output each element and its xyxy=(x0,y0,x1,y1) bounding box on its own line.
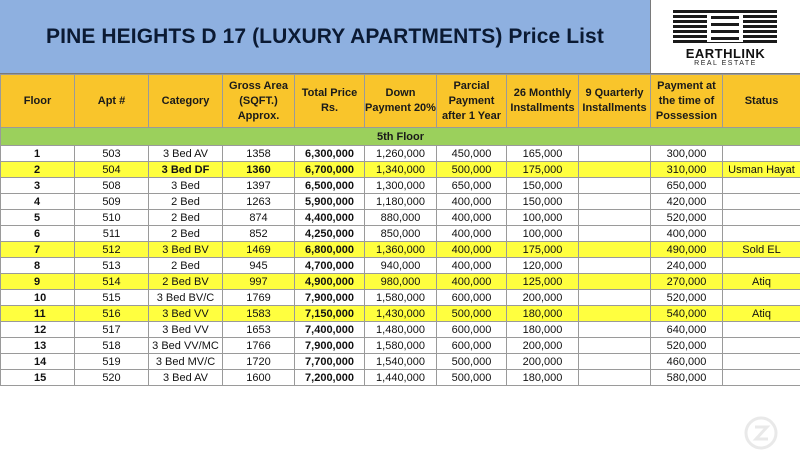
cell-total-price: 7,150,000 xyxy=(295,306,365,322)
cell-partial-payment: 400,000 xyxy=(437,226,507,242)
cell-monthly: 150,000 xyxy=(507,178,579,194)
col-header-monthly: 26 Monthly Installments xyxy=(507,75,579,128)
table-row xyxy=(1,338,800,354)
cell-area: 945 xyxy=(223,258,295,274)
section-label: 5th Floor xyxy=(1,128,800,146)
cell-possession: 420,000 xyxy=(651,194,723,210)
col-header-quarterly: 9 Quarterly Installments xyxy=(579,75,651,128)
cell-category: 3 Bed BV/C xyxy=(149,290,223,306)
cell-possession: 520,000 xyxy=(651,290,723,306)
cell-down-payment: 1,580,000 xyxy=(365,290,437,306)
cell-total-price: 6,800,000 xyxy=(295,242,365,258)
cell-total-price: 5,900,000 xyxy=(295,194,365,210)
table-row xyxy=(1,274,800,290)
cell-total-price: 7,400,000 xyxy=(295,322,365,338)
cell-category: 3 Bed MV/C xyxy=(149,354,223,370)
cell-down-payment: 1,430,000 xyxy=(365,306,437,322)
cell-area: 1600 xyxy=(223,370,295,386)
cell-monthly: 100,000 xyxy=(507,210,579,226)
cell-possession: 300,000 xyxy=(651,146,723,162)
stripes-logo-icon xyxy=(673,10,777,46)
cell-apt: 518 xyxy=(75,338,149,354)
cell-floor: 13 xyxy=(1,338,75,354)
cell-monthly: 100,000 xyxy=(507,226,579,242)
cell-total-price: 7,900,000 xyxy=(295,338,365,354)
cell-status: Atiq xyxy=(723,306,800,322)
cell-partial-payment: 500,000 xyxy=(437,306,507,322)
cell-floor: 12 xyxy=(1,322,75,338)
col-header-floor: Floor xyxy=(1,75,75,128)
cell-category: 3 Bed AV xyxy=(149,370,223,386)
cell-monthly: 180,000 xyxy=(507,306,579,322)
cell-partial-payment: 600,000 xyxy=(437,290,507,306)
cell-down-payment: 940,000 xyxy=(365,258,437,274)
cell-status xyxy=(723,194,800,210)
cell-monthly: 200,000 xyxy=(507,354,579,370)
cell-total-price: 4,900,000 xyxy=(295,274,365,290)
cell-partial-payment: 400,000 xyxy=(437,194,507,210)
cell-apt: 508 xyxy=(75,178,149,194)
cell-partial-payment: 400,000 xyxy=(437,242,507,258)
cell-floor: 9 xyxy=(1,274,75,290)
cell-total-price: 7,900,000 xyxy=(295,290,365,306)
cell-status xyxy=(723,146,800,162)
cell-quarterly xyxy=(579,258,651,274)
cell-floor: 3 xyxy=(1,178,75,194)
cell-total-price: 7,200,000 xyxy=(295,370,365,386)
cell-status: Sold EL xyxy=(723,242,800,258)
cell-category: 3 Bed VV xyxy=(149,306,223,322)
cell-possession: 240,000 xyxy=(651,258,723,274)
cell-monthly: 165,000 xyxy=(507,146,579,162)
col-header-down-payment: Down Payment 20% xyxy=(365,75,437,128)
cell-total-price: 4,400,000 xyxy=(295,210,365,226)
price-table xyxy=(0,74,800,386)
cell-quarterly xyxy=(579,354,651,370)
cell-possession: 490,000 xyxy=(651,242,723,258)
cell-floor: 6 xyxy=(1,226,75,242)
cell-category: 3 Bed BV xyxy=(149,242,223,258)
cell-area: 1766 xyxy=(223,338,295,354)
cell-category: 2 Bed xyxy=(149,258,223,274)
cell-total-price: 6,300,000 xyxy=(295,146,365,162)
watermark-icon xyxy=(744,416,778,450)
cell-quarterly xyxy=(579,226,651,242)
cell-apt: 509 xyxy=(75,194,149,210)
cell-area: 1397 xyxy=(223,178,295,194)
cell-monthly: 200,000 xyxy=(507,338,579,354)
cell-category: 2 Bed xyxy=(149,210,223,226)
cell-area: 1653 xyxy=(223,322,295,338)
cell-category: 3 Bed VV/MC xyxy=(149,338,223,354)
cell-quarterly xyxy=(579,178,651,194)
cell-monthly: 150,000 xyxy=(507,194,579,210)
cell-category: 3 Bed AV xyxy=(149,146,223,162)
col-header-partial-payment: Parcial Payment after 1 Year xyxy=(437,75,507,128)
cell-status: Usman Hayat xyxy=(723,162,800,178)
col-header-status: Status xyxy=(723,75,800,128)
cell-area: 1358 xyxy=(223,146,295,162)
cell-quarterly xyxy=(579,194,651,210)
cell-floor: 10 xyxy=(1,290,75,306)
col-header-area: Gross Area (SQFT.) Approx. xyxy=(223,75,295,128)
table-row xyxy=(1,306,800,322)
table-row xyxy=(1,354,800,370)
cell-apt: 519 xyxy=(75,354,149,370)
title-bar xyxy=(0,0,651,74)
cell-quarterly xyxy=(579,306,651,322)
cell-status xyxy=(723,322,800,338)
cell-possession: 520,000 xyxy=(651,338,723,354)
cell-category: 3 Bed VV xyxy=(149,322,223,338)
cell-monthly: 175,000 xyxy=(507,242,579,258)
cell-partial-payment: 500,000 xyxy=(437,370,507,386)
cell-total-price: 6,500,000 xyxy=(295,178,365,194)
cell-partial-payment: 450,000 xyxy=(437,146,507,162)
table-row xyxy=(1,258,800,274)
cell-partial-payment: 500,000 xyxy=(437,354,507,370)
table-row xyxy=(1,210,800,226)
cell-down-payment: 1,360,000 xyxy=(365,242,437,258)
cell-floor: 7 xyxy=(1,242,75,258)
cell-status: Atiq xyxy=(723,274,800,290)
cell-apt: 514 xyxy=(75,274,149,290)
cell-quarterly xyxy=(579,338,651,354)
cell-partial-payment: 600,000 xyxy=(437,322,507,338)
cell-category: 2 Bed xyxy=(149,194,223,210)
cell-possession: 520,000 xyxy=(651,210,723,226)
col-header-apt: Apt # xyxy=(75,75,149,128)
cell-partial-payment: 400,000 xyxy=(437,210,507,226)
cell-down-payment: 1,340,000 xyxy=(365,162,437,178)
cell-floor: 8 xyxy=(1,258,75,274)
table-row xyxy=(1,146,800,162)
table-row xyxy=(1,322,800,338)
cell-area: 1469 xyxy=(223,242,295,258)
cell-down-payment: 1,260,000 xyxy=(365,146,437,162)
cell-possession: 270,000 xyxy=(651,274,723,290)
cell-status xyxy=(723,354,800,370)
cell-partial-payment: 400,000 xyxy=(437,258,507,274)
cell-quarterly xyxy=(579,290,651,306)
header-row xyxy=(1,75,800,128)
cell-partial-payment: 500,000 xyxy=(437,162,507,178)
cell-monthly: 175,000 xyxy=(507,162,579,178)
cell-quarterly xyxy=(579,146,651,162)
cell-floor: 15 xyxy=(1,370,75,386)
cell-quarterly xyxy=(579,370,651,386)
table-row xyxy=(1,226,800,242)
cell-possession: 640,000 xyxy=(651,322,723,338)
cell-category: 3 Bed xyxy=(149,178,223,194)
cell-area: 997 xyxy=(223,274,295,290)
cell-total-price: 4,700,000 xyxy=(295,258,365,274)
cell-apt: 512 xyxy=(75,242,149,258)
cell-floor: 4 xyxy=(1,194,75,210)
cell-status xyxy=(723,226,800,242)
col-header-total-price: Total Price Rs. xyxy=(295,75,365,128)
cell-total-price: 4,250,000 xyxy=(295,226,365,242)
cell-down-payment: 1,300,000 xyxy=(365,178,437,194)
logo-box xyxy=(651,0,800,74)
cell-down-payment: 1,440,000 xyxy=(365,370,437,386)
cell-possession: 540,000 xyxy=(651,306,723,322)
cell-floor: 5 xyxy=(1,210,75,226)
cell-possession: 580,000 xyxy=(651,370,723,386)
logo-subtitle: REAL ESTATE xyxy=(694,60,757,67)
cell-monthly: 180,000 xyxy=(507,370,579,386)
cell-apt: 516 xyxy=(75,306,149,322)
cell-apt: 504 xyxy=(75,162,149,178)
table-row xyxy=(1,194,800,210)
cell-floor: 2 xyxy=(1,162,75,178)
cell-area: 874 xyxy=(223,210,295,226)
cell-category: 2 Bed xyxy=(149,226,223,242)
cell-floor: 11 xyxy=(1,306,75,322)
cell-total-price: 7,700,000 xyxy=(295,354,365,370)
cell-down-payment: 1,540,000 xyxy=(365,354,437,370)
cell-apt: 520 xyxy=(75,370,149,386)
cell-category: 2 Bed BV xyxy=(149,274,223,290)
cell-category: 3 Bed DF xyxy=(149,162,223,178)
cell-apt: 510 xyxy=(75,210,149,226)
cell-apt: 517 xyxy=(75,322,149,338)
cell-area: 1263 xyxy=(223,194,295,210)
cell-quarterly xyxy=(579,322,651,338)
cell-floor: 14 xyxy=(1,354,75,370)
cell-status xyxy=(723,338,800,354)
cell-quarterly xyxy=(579,210,651,226)
table-row xyxy=(1,162,800,178)
cell-apt: 511 xyxy=(75,226,149,242)
table-row xyxy=(1,290,800,306)
cell-possession: 400,000 xyxy=(651,226,723,242)
cell-floor: 1 xyxy=(1,146,75,162)
cell-quarterly xyxy=(579,242,651,258)
col-header-possession: Payment at the time of Possession xyxy=(651,75,723,128)
cell-quarterly xyxy=(579,274,651,290)
col-header-category: Category xyxy=(149,75,223,128)
cell-apt: 515 xyxy=(75,290,149,306)
cell-monthly: 180,000 xyxy=(507,322,579,338)
cell-possession: 650,000 xyxy=(651,178,723,194)
cell-down-payment: 980,000 xyxy=(365,274,437,290)
cell-area: 1360 xyxy=(223,162,295,178)
cell-status xyxy=(723,370,800,386)
cell-status xyxy=(723,178,800,194)
cell-down-payment: 1,580,000 xyxy=(365,338,437,354)
cell-area: 1583 xyxy=(223,306,295,322)
cell-status xyxy=(723,290,800,306)
cell-partial-payment: 400,000 xyxy=(437,274,507,290)
cell-down-payment: 850,000 xyxy=(365,226,437,242)
cell-partial-payment: 600,000 xyxy=(437,338,507,354)
section-row xyxy=(1,128,800,146)
cell-monthly: 125,000 xyxy=(507,274,579,290)
cell-monthly: 200,000 xyxy=(507,290,579,306)
cell-status xyxy=(723,258,800,274)
cell-apt: 503 xyxy=(75,146,149,162)
cell-possession: 460,000 xyxy=(651,354,723,370)
cell-area: 1720 xyxy=(223,354,295,370)
cell-down-payment: 880,000 xyxy=(365,210,437,226)
cell-area: 1769 xyxy=(223,290,295,306)
table-row xyxy=(1,242,800,258)
cell-possession: 310,000 xyxy=(651,162,723,178)
cell-down-payment: 1,180,000 xyxy=(365,194,437,210)
cell-monthly: 120,000 xyxy=(507,258,579,274)
cell-total-price: 6,700,000 xyxy=(295,162,365,178)
cell-partial-payment: 650,000 xyxy=(437,178,507,194)
cell-quarterly xyxy=(579,162,651,178)
cell-apt: 513 xyxy=(75,258,149,274)
page-title: PINE HEIGHTS D 17 (LUXURY APARTMENTS) Price List xyxy=(46,24,604,48)
logo-name: EARTHLINK xyxy=(685,46,766,61)
table-row xyxy=(1,178,800,194)
table-row xyxy=(1,370,800,386)
cell-area: 852 xyxy=(223,226,295,242)
cell-status xyxy=(723,210,800,226)
cell-down-payment: 1,480,000 xyxy=(365,322,437,338)
